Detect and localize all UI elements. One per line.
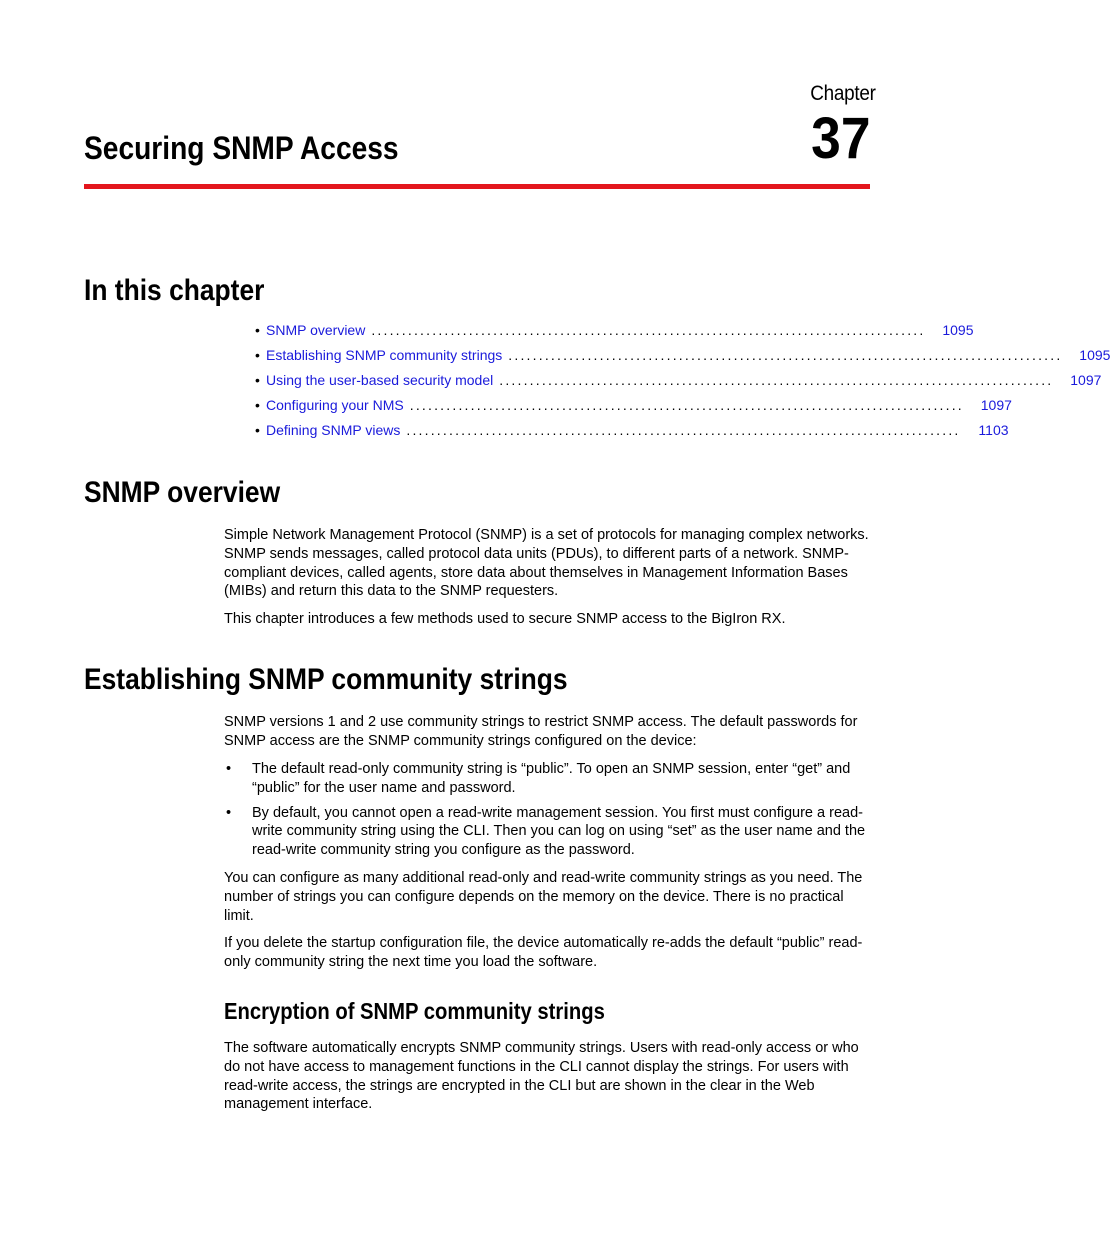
toc-item[interactable] — [255, 397, 1012, 422]
toc-page[interactable]: 1095 — [1079, 347, 1110, 363]
chapter-title: Securing SNMP Access — [84, 130, 399, 166]
title-rule — [84, 184, 870, 189]
toc-link[interactable]: Defining SNMP views — [266, 422, 401, 438]
toc-page[interactable]: 1097 — [1070, 372, 1102, 388]
community-strings-body — [224, 869, 870, 972]
community-strings-intro — [224, 713, 870, 751]
list-item — [224, 760, 870, 798]
paragraph: If you delete the startup configuration file, the device automatically re-adds the default “public” read-only community string the next time you load the software. — [224, 935, 863, 971]
toc-leader: ........................................................................................... — [371, 322, 926, 338]
toc-link[interactable]: SNMP overview — [266, 322, 366, 338]
toc-leader: ........................................................................................... — [406, 422, 961, 438]
bullet-icon: • — [255, 372, 260, 388]
toc-link[interactable]: Using the user-based security model — [266, 372, 494, 388]
encryption-heading: Encryption of SNMP community strings — [224, 998, 605, 1024]
toc-leader: ........................................................................................... — [409, 397, 964, 413]
bullet-icon: • — [255, 422, 260, 438]
bullet-icon: • — [226, 761, 232, 777]
bullet-icon: • — [226, 804, 232, 821]
list-item-text: By default, you cannot open a read-write management session. You first must configure a read-write community string using the CLI. Then you can log on using “set” as the user name and the read-write community string you configure as the password. — [252, 804, 866, 859]
paragraph: Simple Network Management Protocol (SNMP) is a set of protocols for managing complex networks. SNMP sends messages, called protocol data units (PDUs), to different parts of a network. SNMP-compliant devices, called agents, store data about themselves in Management Information Bases (MIBs) and return this data to the SNMP requesters. — [224, 527, 869, 600]
chapter-label: Chapter — [810, 82, 876, 105]
toc-link[interactable]: Establishing SNMP community strings — [266, 347, 503, 363]
toc-item[interactable] — [255, 422, 1009, 447]
toc-page[interactable]: 1095 — [942, 322, 974, 338]
paragraph: SNMP versions 1 and 2 use community strings to restrict SNMP access. The default passwords for SNMP access are the SNMP community strings configured on the device: — [224, 714, 858, 749]
list-item-text: The default read-only community string is “public”. To open an SNMP session, enter “get” and “public” for the user name and password. — [252, 761, 851, 796]
encryption-body — [224, 1039, 870, 1114]
toc-leader: ........................................................................................... — [499, 372, 1054, 388]
paragraph: The software automatically encrypts SNMP community strings. Users with read-only access or who do not have access to management functions in the CLI cannot display the strings. For users with read-write access, the strings are encrypted in the CLI but are shown in the clear in the Web management interface. — [224, 1040, 859, 1113]
toc-page[interactable]: 1103 — [978, 422, 1009, 438]
list-item — [224, 804, 870, 860]
toc-leader: ........................................................................................... — [508, 347, 1063, 363]
snmp-overview-body — [224, 526, 870, 629]
snmp-overview-heading: SNMP overview — [84, 476, 281, 509]
toc-list — [255, 322, 1110, 447]
community-strings-bullets — [224, 760, 870, 860]
bullet-icon: • — [255, 347, 260, 363]
toc-item[interactable] — [255, 322, 974, 347]
chapter-number: 37 — [811, 106, 871, 171]
toc-link[interactable]: Configuring your NMS — [266, 397, 404, 413]
paragraph: This chapter introduces a few methods used to secure SNMP access to the BigIron RX. — [224, 611, 786, 628]
bullet-icon: • — [255, 397, 260, 413]
toc-item[interactable] — [255, 347, 1110, 372]
paragraph: You can configure as many additional read-only and read-write community strings as you need. The number of strings you can configure depends on the memory on the device. There is no practical limit. — [224, 870, 863, 924]
bullet-icon: • — [255, 322, 260, 338]
in-this-chapter-heading: In this chapter — [84, 274, 265, 307]
toc-item[interactable] — [255, 372, 1102, 397]
toc-page[interactable]: 1097 — [980, 397, 1012, 413]
community-strings-heading: Establishing SNMP community strings — [84, 663, 568, 696]
